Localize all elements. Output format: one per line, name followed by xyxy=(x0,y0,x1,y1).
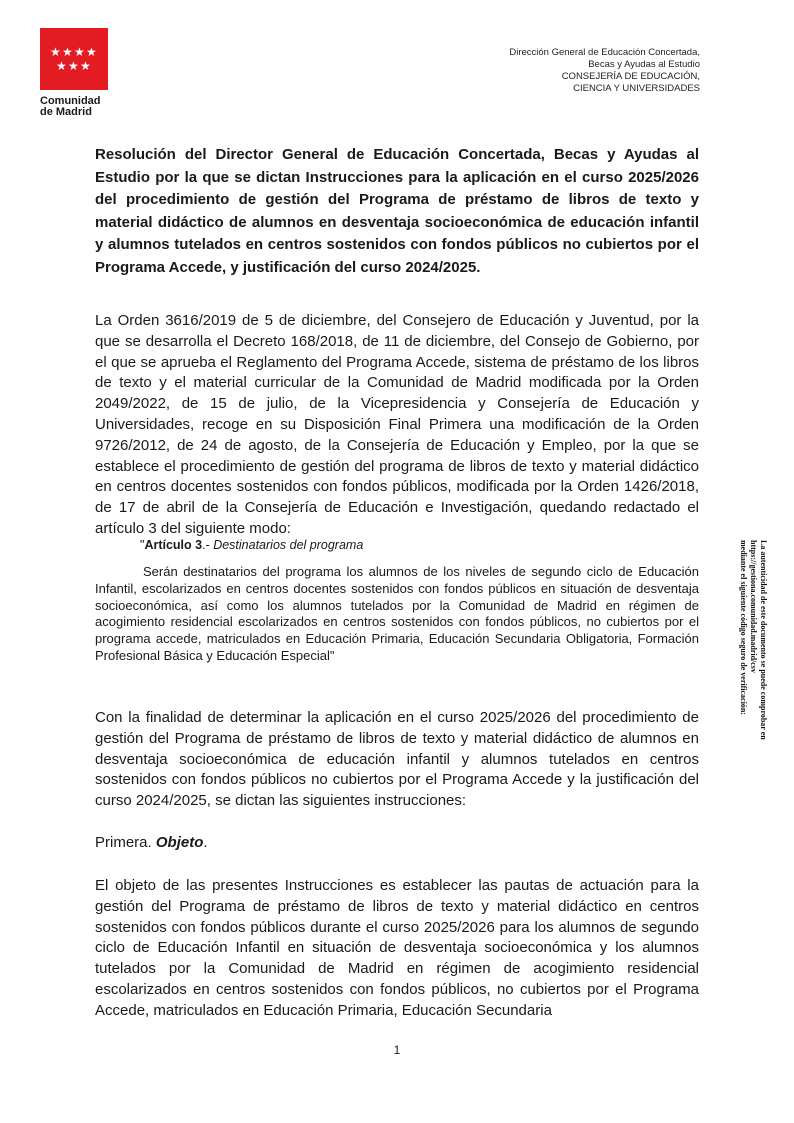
section-name: Objeto xyxy=(155,834,204,851)
star-icon: ★ xyxy=(56,59,67,73)
side-note-line: La autenticidad de este documento se puede comprobar en xyxy=(759,540,768,740)
resolution-title: Resolución del Director General de Educación Concertada, Becas y Ayudas al Estudio por la que se dictan Instrucciones para la aplicación en el curso 2025/2026 del procedimiento de gestión del Programa de préstamo de libros de texto y material didáctico de alumnos en desventaja socioeconómica de educación infantil y alumnos tutelados en centros sostenidos con fondos públicos no cubiertos por el Programa Accede, y justificación del curso 2024/2025. xyxy=(95,146,699,276)
quote-mark: " xyxy=(140,538,145,552)
header-line: CIENCIA Y UNIVERSIDADES xyxy=(573,83,700,94)
article-body: Serán destinatarios del programa los alumnos de los niveles de segundo ciclo de Educación Infantil, escolarizados en centros docentes sostenidos con fondos públicos en situación de desventaja socioeconómica, así como los alumnos tutelados por la Comunidad de Madrid en régimen de acogimiento residencial escolarizados en centros sostenidos con fondos públicos, no cubiertos por el programa accede, matriculados en Educación Primaria, Educación Secundaria Obligatoria, Formación Profesional Básica y Educación Especial" xyxy=(95,564,699,663)
article-separator: .- xyxy=(202,538,214,552)
comunidad-de-madrid-logo xyxy=(40,28,110,118)
star-icon: ★ xyxy=(62,45,73,59)
star-icon: ★ xyxy=(74,45,85,59)
paragraph-object: El objeto de las presentes Instrucciones es establecer las pautas de actuación para la gestión del Programa de préstamo de libros de texto y material didáctico en centros sostenidos con fondos públicos durante el curso 2025/2026 para los alumnos de segundo ciclo de Educación Infantil en situación de desventaja socioeconómica y los alumnos tutelados por la Comunidad de Madrid en régimen de acogimiento residencial escolarizados en centros sostenidos con fondos públicos, no cubiertos por el Programa Accede, matriculados en Educación Primaria, Educación Secundaria xyxy=(95,877,699,1019)
side-note-line: https://gestiona.comunidad.madrid/csv xyxy=(749,540,758,673)
header-line: Becas y Ayudas al Estudio xyxy=(588,59,700,70)
article-subtitle: Destinatarios del programa xyxy=(213,538,364,552)
article-label: Artículo 3 xyxy=(144,538,203,552)
section-heading xyxy=(95,834,208,851)
star-icon: ★ xyxy=(50,45,61,59)
paragraph-purpose: Con la finalidad de determinar la aplicación en el curso 2025/2026 del procedimiento de gestión del Programa de préstamo de libros de texto y material didáctico de alumnos en desventaja socioeconómica de educación infantil y alumnos tutelados en centros sostenidos con fondos públicos no cubiertos por el Programa Accede y la justificación del curso 2024/2025, se dictan las siguientes instrucciones: xyxy=(95,709,699,810)
logo-line-1: Comunidad xyxy=(40,95,101,107)
section-end: . xyxy=(203,834,208,851)
side-note-line: mediante el siguiente código seguro de verificación: xyxy=(739,540,748,715)
star-icon: ★ xyxy=(86,45,97,59)
paragraph-intro: La Orden 3616/2019 de 5 de diciembre, del Consejero de Educación y Juventud, por la que se desarrolla el Decreto 168/2018, de 11 de diciembre, del Consejo de Gobierno, por el que se aprueba el Reglamento del Programa Accede, sistema de préstamo de los libros de texto y el material curricular de la Comunidad de Madrid modificada por la Orden 2049/2022, de 15 de julio, de la Vicepresidencia y Consejería de Educación y Universidades, recoge en su Disposición Final Primera una modificación de la Orden 9726/2012, de 24 de agosto, de la Consejería de Educación y Empleo, por la que se establece el procedimiento de gestión del programa de libros de texto y material didáctico en centros docentes sostenidos con fondos públicos, modificada por la Orden 1426/2018, de 17 de abril de la Consejería de Educación e Investigación, quedando redactado el artículo 3 del siguiente modo: xyxy=(95,312,699,537)
logo-line-2: de Madrid xyxy=(40,106,92,118)
header-line: Dirección General de Educación Concertada, xyxy=(509,47,700,58)
article-heading xyxy=(140,538,363,552)
document-header xyxy=(509,47,700,95)
header-line: CONSEJERÍA DE EDUCACIÓN, xyxy=(561,71,700,82)
star-icon: ★ xyxy=(80,59,91,73)
section-label: Primera. xyxy=(95,834,152,851)
page-number: 1 xyxy=(393,1043,401,1057)
star-icon: ★ xyxy=(68,59,79,73)
verification-side-note xyxy=(738,540,768,740)
logo-text xyxy=(40,96,110,118)
logo-flag xyxy=(40,28,108,90)
